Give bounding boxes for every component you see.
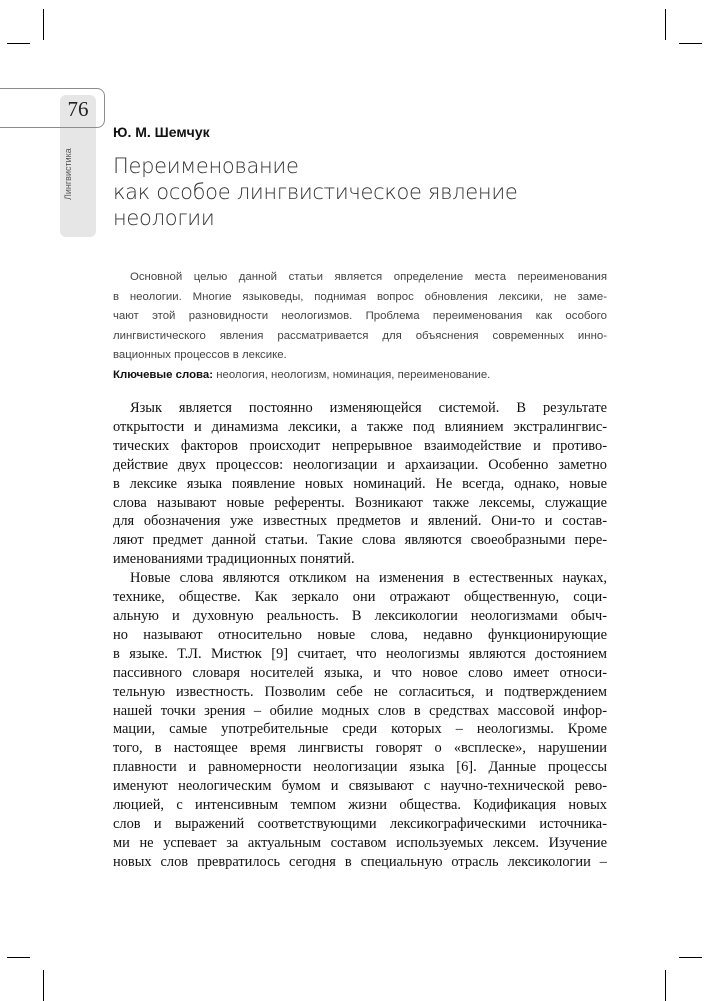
body-line: ляют предмет данной статьи. Такие слова являются своеобразными пере- [113,532,607,549]
abstract-line: вационных процессов в лексике. [113,349,287,362]
body-line: альную и духовную реальность. В лексикологии неологизмами обыч- [113,607,607,624]
abstract-line: Основной целью данной статьи является определение места переименования [130,271,607,283]
body-line: пассивного словаря носителей языка, и что новое слово имеет относи- [113,664,607,681]
keywords [113,366,607,386]
body-line: именованиями традиционных понятий. [113,551,355,568]
body-line: открытости и динамизма лексики, а также под влиянием экстралингвис- [113,418,607,435]
abstract [113,268,607,386]
body-line: в языке. Т.Л. Мистюк [9] считает, что неологизмы являются достоянием [113,645,607,662]
body-line: нашей точки зрения – обилие модных слов в средствах массовой инфор- [113,702,607,719]
paragraph-1 [113,399,607,569]
crop-mark-top-right-vertical [665,9,666,40]
body-line: действие двух процессов: неологизации и архаизации. Особенно заметно [113,456,607,473]
author: Ю. М. Шемчук [113,124,210,140]
body-line: мации, самые употребительные среди которых – неологизмы. Кроме [113,721,607,738]
crop-mark-top-left-horizontal [7,43,30,44]
keywords-label: Ключевые слова: [113,368,214,381]
body-line: Язык является постоянно изменяющейся системой. В результате [130,400,607,416]
abstract-line: чают этой разновидности неологизмов. Проблема переименования как особого [113,310,607,323]
crop-mark-bottom-left-horizontal [7,957,30,958]
body-text [113,399,607,872]
body-line: но называют относительно новые слова, недавно функционирующие [113,626,607,643]
title-line: Переименование [113,154,299,178]
body-line: плавности и равномерности неологизации языка [6]. Данные процессы [113,759,607,776]
abstract-line: в неологии. Многие языковеды, поднимая вопрос обновления лексики, не заме- [113,290,607,303]
crop-mark-bottom-left-vertical [43,970,44,1001]
paragraph-2 [113,569,607,872]
body-line: люцией, с интенсивным темпом жизни общества. Кодификация новых [113,797,607,814]
body-line: Новые слова являются откликом на изменения в естественных науках, [130,570,607,587]
keywords-list: неология, неологизм, номинация, переименование. [213,368,491,381]
page-number: 76 [67,97,89,121]
crop-mark-top-right-horizontal [679,43,702,44]
body-line: слов и выражений соответствующими лексикографическими источника- [113,815,607,832]
body-line: технике, обществе. Как зеркало они отражают общественную, соци- [113,589,607,606]
section-label: Лингвистика [63,148,73,200]
crop-mark-bottom-right-vertical [665,970,666,1001]
body-line: тельную известность. Позволим себе не согласиться, и подтверждением [113,683,607,700]
abstract-line: лингвистического явления рассматривается для объяснения современных инно- [113,329,607,342]
body-line: того, в настоящее время лингвисты говорят о «всплеске», нарушении [113,740,607,757]
body-line: именуют неологическим бумом и связывают с научно-технической рево- [113,778,607,795]
body-line: в лексике языка появление новых номинаций. Не всегда, однако, новые [113,475,607,492]
body-line: ми не успевает за актуальным составом используемых лексем. Изучение [113,834,607,851]
title-line: неологии [113,206,215,230]
crop-mark-top-left-vertical [43,9,44,40]
crop-mark-bottom-right-horizontal [679,957,702,958]
article-title [113,153,518,231]
body-line: новых слов превратилось сегодня в специальную отрасль лексикологии – [113,853,607,870]
title-line: как особое лингвистическое явление [113,180,518,204]
body-line: тических факторов происходит непрерывное взаимодействие и противо- [113,437,607,454]
body-line: для обозначения уже известных предметов и явлений. Они-то и состав- [113,513,607,530]
body-line: слова называют новые референты. Возникают также лексемы, служащие [113,494,607,511]
